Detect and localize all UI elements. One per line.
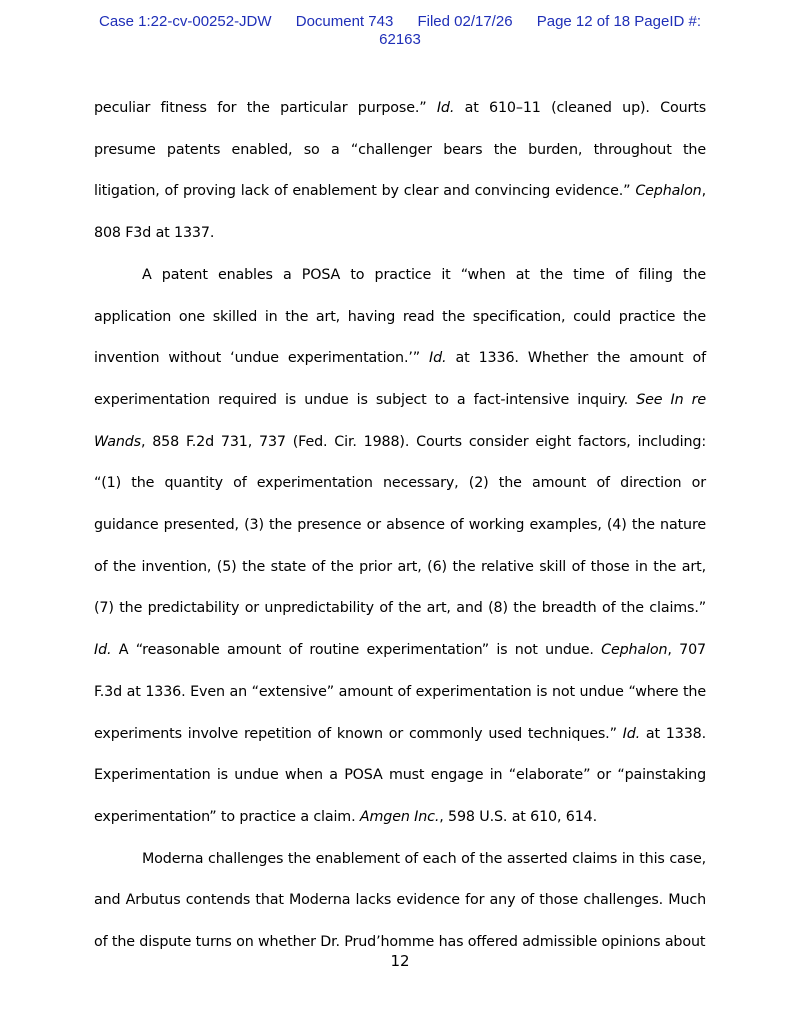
text-run: , 707 F.3d at 1336. Even an “extensive” amount of experimentation is not undue “where the experiments involve repetition of known or commonly used techniques.” [94, 642, 706, 742]
citation-italic: Id. [429, 350, 447, 367]
text-run: A patent enables a POSA to practice it “when at the time of filing the application one skilled in the art, having read the specification, could practice the invention without ‘undue experimentation.’” [94, 266, 706, 367]
text-run: Moderna challenges the enablement of each of the asserted claims in this case, and Arbutus contends that Moderna lacks evidence for any of those challenges. Much of the dispute turns on whether Dr. Prud’homme has offered admissible opinions about [94, 850, 706, 951]
page-of: Page 12 of 18 PageID #: [536, 13, 702, 30]
page-id: 62163 [379, 31, 421, 48]
text-run: , 858 F.2d 731, 737 (Fed. Cir. 1988). Courts consider eight factors, including: “(1) the quantity of experimentation necessary, (2) the amount of direction or guidance presented, (3) the presence or absence of working examples, (4) the nature of the invention, (5) the state of the prior art, (6) the relative skill of those in the art, (7) the predictability or unpredictability of the art, and (8) the breadth of the claims.” [94, 433, 706, 617]
paragraph-1 [94, 88, 706, 255]
ecf-header-line [0, 13, 800, 31]
text-run: , 598 U.S. at 610, 614. [439, 808, 598, 825]
filed-date: Filed 02/17/26 [417, 13, 513, 30]
citation-italic: Cephalon [601, 642, 668, 659]
document-body [94, 88, 706, 964]
document-number: Document 743 [295, 13, 394, 30]
paragraph-3 [94, 839, 706, 964]
citation-italic: See In re Wands [94, 391, 706, 450]
text-run: at 1336. Whether the amount of experimentation required is undue is subject to a fact-intensive inquiry. [94, 350, 707, 408]
text-run: A “reasonable amount of routine experimentation” is not undue. [111, 642, 602, 659]
paragraph-2 [94, 255, 706, 839]
citation-italic: Id. [94, 642, 112, 659]
text-run: peculiar fitness for the particular purpose.” [94, 100, 437, 116]
text-run: , 808 F3d at 1337. [94, 183, 706, 242]
citation-italic: Cephalon [635, 183, 702, 200]
page-number: 12 [390, 952, 410, 970]
citation-italic: Id. [436, 100, 455, 116]
citation-italic: Amgen Inc. [359, 808, 440, 825]
text-run: at 1338. Experimentation is undue when a POSA must engage in “elaborate” or “painstaking experimentation” to practice a claim. [94, 725, 706, 825]
citation-italic: Id. [622, 725, 641, 742]
text-run: at 610–11 (cleaned up). Courts presume patents enabled, so a “challenger bears the burden, throughout the litigation, of proving lack of enablement by clear and convincing evidence.” [94, 100, 707, 200]
ecf-header [0, 13, 800, 49]
case-number: Case 1:22-cv-00252-JDW [98, 13, 272, 30]
